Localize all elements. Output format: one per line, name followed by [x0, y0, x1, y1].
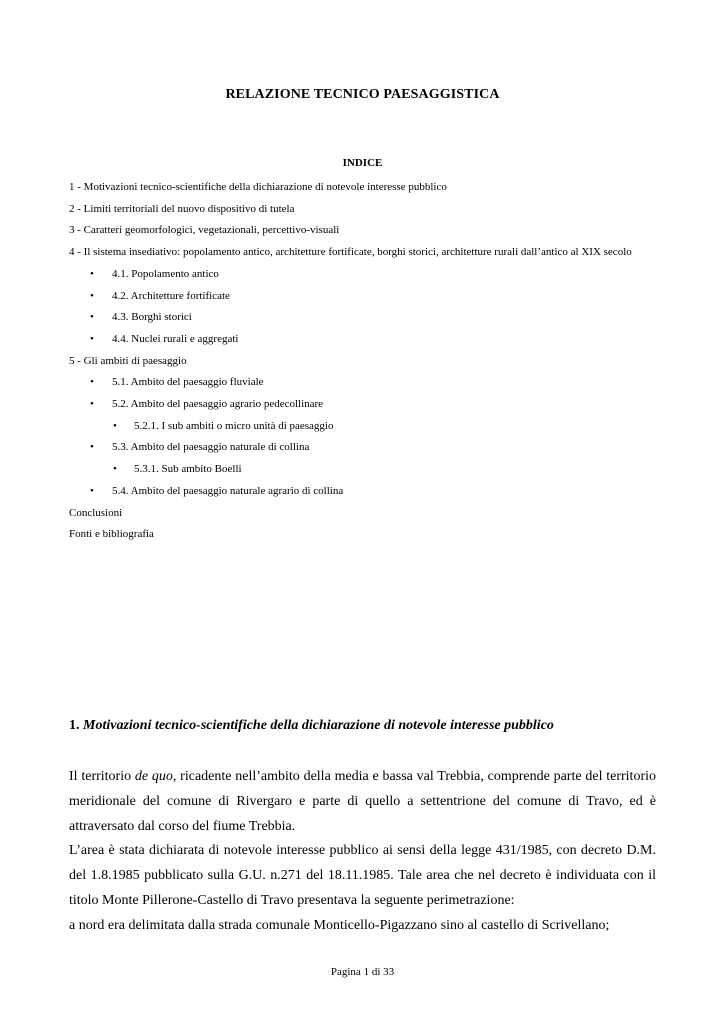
section-title: Motivazioni tecnico-scientifiche della dichiarazione di notevole interesse pubblico — [83, 718, 554, 733]
toc-entry: Fonti e bibliografia — [69, 528, 154, 541]
toc-entry: Conclusioni — [69, 506, 123, 519]
paragraph-text: Il territorio — [69, 769, 135, 784]
paragraph — [69, 765, 656, 839]
toc-entry: • 4.3. Borghi storici — [69, 307, 657, 329]
paragraph: a nord era delimitata dalla strada comunale Monticello-Pigazzano sino al castello di Scrivellano; — [69, 917, 610, 933]
toc-entry: • 5.1. Ambito del paesaggio fluviale — [69, 372, 657, 394]
toc-entry: • 5.2.1. I sub ambiti o micro unità di paesaggio — [69, 416, 657, 438]
toc-entry: • 4.1. Popolamento antico — [69, 264, 657, 286]
toc-entry: • 4.4. Nuclei rurali e aggregati — [69, 329, 657, 351]
section-heading — [69, 718, 669, 734]
page-footer: Pagina 1 di 33 — [330, 966, 395, 978]
toc-entry: • 5.3. Ambito del paesaggio naturale di collina — [69, 437, 657, 459]
document-title: RELAZIONE TECNICO PAESAGGISTICA — [225, 87, 500, 102]
toc-entry: 5 - Gli ambiti di paesaggio — [69, 354, 187, 367]
toc-heading: INDICE — [342, 157, 383, 169]
toc-entry: • 5.3.1. Sub ambito Boelli — [69, 459, 657, 481]
paragraph: L’area è stata dichiarata di notevole interesse pubblico ai sensi della legge 431/1985, con decreto D.M. del 1.8.1985 pubblicato sulla G.U. n.271 del 18.11.1985. Tale area che nel decreto è individuata con il titolo Monte Pillerone-Castello di Travo presentava la seguente perimetrazione: — [69, 843, 656, 908]
paragraph-emphasis: de quo, — [134, 769, 177, 784]
table-of-contents — [69, 177, 657, 546]
paragraph-text: ricadente nell’ambito della media e bassa val Trebbia, comprende parte del territorio meridionale del comune di Rivergaro e parte di quello a settentrione del comune di Travo, ed è attraversato dal corso del fiume Trebbia. — [69, 769, 657, 834]
section-body — [69, 765, 656, 939]
toc-entry: 2 - Limiti territoriali del nuovo dispositivo di tutela — [69, 202, 295, 215]
toc-entry: 1 - Motivazioni tecnico-scientifiche della dichiarazione di notevole interesse pubblico — [69, 181, 447, 193]
section-number: 1. — [69, 718, 80, 733]
toc-entry: 3 - Caratteri geomorfologici, vegetazionali, percettivo-visuali — [69, 224, 340, 237]
toc-entry: • 5.4. Ambito del paesaggio naturale agrario di collina — [69, 481, 657, 503]
toc-entry: • 4.2. Architetture fortificate — [69, 286, 657, 308]
toc-entry: • 5.2. Ambito del paesaggio agrario pedecollinare — [69, 394, 657, 416]
toc-entry: 4 - Il sistema insediativo: popolamento antico, architetture fortificate, borghi storici, architetture rurali dall’antico al XIX secolo — [69, 246, 632, 259]
